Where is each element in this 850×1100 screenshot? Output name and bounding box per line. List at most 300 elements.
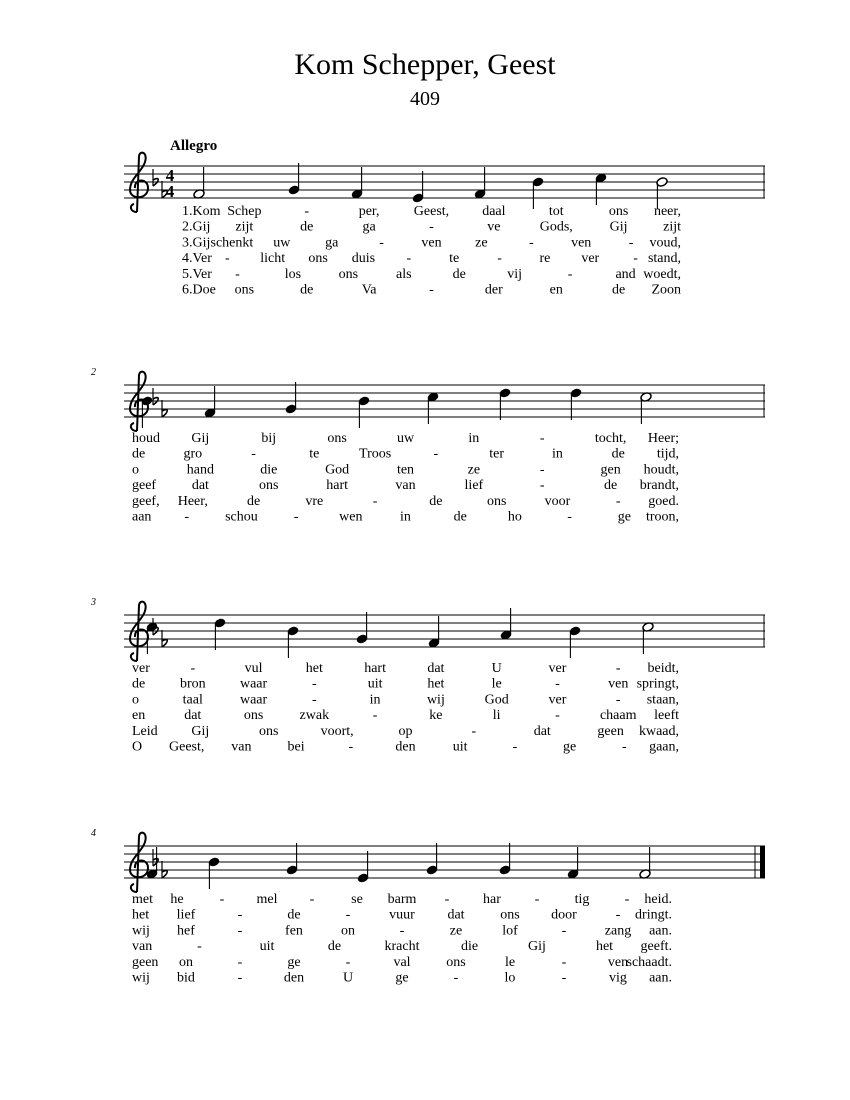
lyric-syllable: har xyxy=(483,892,501,907)
lyric-syllable: de xyxy=(604,478,618,494)
lyric-syllable: voort, xyxy=(320,723,354,739)
lyric-hyphen: - xyxy=(561,923,567,939)
note xyxy=(356,612,368,644)
note xyxy=(146,622,158,654)
note xyxy=(426,843,438,875)
lyric-syllable: bij xyxy=(261,431,277,446)
lyric-syllable: and xyxy=(615,266,636,282)
lyric-line xyxy=(132,677,679,692)
lyric-syllable: van xyxy=(395,478,416,494)
flat-icon xyxy=(162,630,167,647)
lyric-syllable: ze xyxy=(475,235,488,251)
lyric-syllable: de xyxy=(611,446,625,462)
note xyxy=(640,392,652,424)
lyric-syllable: zwak xyxy=(299,708,330,724)
note xyxy=(357,851,369,883)
lyric-syllable: Troos xyxy=(359,446,392,462)
lyric-syllable: wij xyxy=(132,970,150,986)
lyric-syllable: lof xyxy=(502,923,518,939)
lyric-syllable: ge xyxy=(562,739,577,755)
lyric-syllable: de xyxy=(300,282,314,298)
lyric-syllable: in xyxy=(400,509,411,525)
flat-icon xyxy=(162,400,167,417)
lyric-line xyxy=(132,478,679,493)
lyric-syllable: voor xyxy=(544,493,571,509)
note xyxy=(570,388,582,420)
song-title: Kom Schepper, Geest xyxy=(294,48,556,81)
lyric-syllable: ons xyxy=(500,907,520,923)
lyric-hyphen: - xyxy=(372,493,378,509)
lyric-syllable: den xyxy=(283,970,305,986)
lyric-line xyxy=(182,283,681,298)
lyric-syllable: bid xyxy=(177,970,195,986)
lyric-line xyxy=(132,724,679,739)
note xyxy=(204,386,216,418)
lyric-syllable: ver xyxy=(548,692,567,708)
lyric-syllable: gaan, xyxy=(649,739,679,755)
lyric-syllable: gen xyxy=(600,462,621,478)
lyric-syllable: Zoon xyxy=(651,282,681,298)
lyric-syllable: ons xyxy=(308,251,328,267)
lyric-syllable: ho xyxy=(507,509,522,525)
lyric-hyphen: - xyxy=(539,431,545,446)
lyric-syllable: ga xyxy=(362,219,376,235)
lyric-syllable: ga xyxy=(325,235,339,251)
treble-clef-icon xyxy=(130,833,148,892)
lyric-syllable: ons xyxy=(259,478,279,494)
final-barline xyxy=(760,846,765,878)
lyric-hyphen: - xyxy=(555,708,560,724)
lyric-hyphen: - xyxy=(379,235,384,251)
lyric-syllable: der xyxy=(484,282,503,298)
flat-icon xyxy=(153,388,158,405)
note xyxy=(427,392,439,424)
lyric-syllable: geef xyxy=(132,478,157,494)
lyric-syllable: voud, xyxy=(649,235,681,251)
lyric-syllable: kwaad, xyxy=(638,723,679,739)
note xyxy=(569,626,581,658)
lyric-syllable: bron xyxy=(179,676,206,692)
lyric-hyphen: - xyxy=(406,251,412,267)
lyric-syllable: re xyxy=(539,251,551,267)
lyric-hyphen: - xyxy=(251,446,256,462)
measure-number: 4 xyxy=(91,828,96,839)
lyric-hyphen: - xyxy=(399,923,405,939)
note xyxy=(351,167,363,199)
lyric-syllable: de xyxy=(132,676,146,692)
treble-clef-icon xyxy=(130,153,148,212)
lyric-syllable: dat xyxy=(184,708,202,724)
lyric-syllable: vuur xyxy=(389,907,415,923)
lyric-hyphen: - xyxy=(444,892,450,907)
lyric-hyphen: - xyxy=(345,907,351,923)
note xyxy=(642,622,654,654)
lyric-syllable: aan. xyxy=(649,970,672,986)
flat-icon xyxy=(153,169,158,186)
lyric-syllable: le xyxy=(504,954,516,970)
lyric-syllable: brandt, xyxy=(639,478,679,494)
lyric-syllable: ve xyxy=(487,219,501,235)
lyric-line xyxy=(132,510,679,525)
flat-icon xyxy=(153,849,158,866)
lyric-syllable: hart xyxy=(364,661,386,676)
lyric-syllable: kracht xyxy=(384,939,420,955)
lyric-syllable: ons xyxy=(243,708,264,724)
lyric-hyphen: - xyxy=(345,954,351,970)
lyric-hyphen: - xyxy=(567,266,573,282)
lyric-syllable: staan, xyxy=(646,692,679,708)
lyric-syllable: beidt, xyxy=(647,661,679,676)
lyric-syllable: te xyxy=(449,251,460,267)
lyric-syllable: vre xyxy=(305,493,324,509)
lyric-syllable: Geest, xyxy=(413,204,450,219)
lyric-syllable: de xyxy=(132,446,146,462)
lyric-hyphen: - xyxy=(615,661,621,676)
staff-system xyxy=(91,828,765,986)
lyric-syllable: waar xyxy=(239,692,268,708)
lyric-syllable: ze xyxy=(467,462,481,478)
lyric-syllable: God xyxy=(325,462,350,478)
lyric-syllable: te xyxy=(309,446,320,462)
lyric-hyphen: - xyxy=(534,892,540,907)
lyric-syllable: die xyxy=(460,939,479,955)
lyric-hyphen: - xyxy=(561,954,567,970)
tempo-marking: Allegro xyxy=(170,138,218,154)
staff-system xyxy=(124,153,765,298)
lyric-syllable: ten xyxy=(396,462,415,478)
lyric-line xyxy=(132,939,672,954)
lyric-hyphen: - xyxy=(429,219,434,235)
lyric-hyphen: - xyxy=(453,970,459,986)
lyric-syllable: aan. xyxy=(649,923,672,939)
lyric-syllable: ons xyxy=(259,723,279,739)
lyric-syllable: ons xyxy=(608,204,629,219)
lyric-syllable: daal xyxy=(482,204,506,219)
lyric-syllable: woedt, xyxy=(643,266,681,282)
lyric-syllable: uit xyxy=(259,939,275,955)
lyric-syllable: Schep xyxy=(227,204,262,219)
lyric-syllable: taal xyxy=(182,692,203,708)
note xyxy=(499,388,511,420)
lyric-syllable: Gij xyxy=(191,723,210,739)
lyric-syllable: zijt xyxy=(663,219,681,235)
lyric-syllable: de xyxy=(453,509,467,525)
lyric-syllable: Heer, xyxy=(177,493,208,509)
lyric-syllable: ons xyxy=(486,493,507,509)
lyric-syllable: mel xyxy=(256,892,278,907)
lyric-syllable: Gods, xyxy=(539,219,573,235)
lyric-line xyxy=(132,708,679,723)
lyric-line xyxy=(132,955,672,970)
lyric-hyphen: - xyxy=(237,907,243,923)
lyric-hyphen: - xyxy=(615,493,621,509)
note xyxy=(639,847,651,879)
lyric-hyphen: - xyxy=(237,970,243,986)
note xyxy=(193,167,205,199)
lyric-syllable: Leid xyxy=(132,723,158,739)
lyric-syllable: li xyxy=(492,708,501,724)
lyric-line xyxy=(182,267,681,282)
lyric-syllable: de xyxy=(452,266,466,282)
lyric-syllable: het xyxy=(595,939,614,955)
lyric-line xyxy=(132,661,679,676)
lyric-syllable: van xyxy=(132,939,153,955)
lyric-syllable: o xyxy=(132,692,139,708)
lyric-syllable: houdt, xyxy=(643,462,679,478)
lyric-hyphen: - xyxy=(539,478,545,494)
lyric-line xyxy=(182,220,681,235)
lyric-hyphen: - xyxy=(197,939,202,955)
note xyxy=(532,177,544,209)
lyric-hyphen: - xyxy=(539,462,545,478)
lyric-syllable: in xyxy=(551,446,563,462)
lyric-hyphen: - xyxy=(429,282,434,298)
lyric-syllable: se xyxy=(351,892,363,907)
lyric-syllable: vij xyxy=(507,266,523,282)
lyric-syllable: op xyxy=(398,723,413,739)
lyric-line xyxy=(132,692,679,707)
lyric-hyphen: - xyxy=(561,970,567,986)
lyric-hyphen: - xyxy=(235,266,240,282)
lyric-line xyxy=(132,908,672,923)
note xyxy=(595,173,607,205)
lyric-syllable: he xyxy=(170,892,184,907)
lyric-syllable: de xyxy=(327,939,342,955)
lyric-syllable: ons xyxy=(446,954,466,970)
lyric-syllable: geen xyxy=(132,954,159,970)
lyric-syllable: de xyxy=(246,493,261,509)
lyric-syllable: ver xyxy=(132,661,150,676)
lyric-hyphen: - xyxy=(225,251,230,267)
lyric-syllable: leeft xyxy=(654,708,679,724)
lyric-syllable: dat xyxy=(533,723,551,739)
lyric-syllable: lief xyxy=(176,907,196,923)
note xyxy=(500,608,512,640)
lyric-syllable: lo xyxy=(504,970,516,986)
lyric-hyphen: - xyxy=(471,723,477,739)
lyric-syllable: Heer; xyxy=(647,431,679,446)
lyric-syllable: tocht, xyxy=(594,431,627,446)
lyric-hyphen: - xyxy=(433,446,439,462)
note xyxy=(499,843,511,875)
lyric-syllable: barm xyxy=(387,892,417,907)
lyric-hyphen: - xyxy=(237,923,243,939)
lyric-hyphen: - xyxy=(615,907,621,923)
lyric-line xyxy=(182,251,681,266)
lyric-syllable: ons xyxy=(234,282,255,298)
lyric-syllable: 1.Kom xyxy=(182,204,221,219)
lyric-syllable: ons xyxy=(338,266,359,282)
lyric-syllable: schou xyxy=(225,509,258,525)
lyric-syllable: ke xyxy=(429,708,443,724)
lyric-syllable: stand, xyxy=(647,251,681,267)
lyric-syllable: uit xyxy=(367,676,383,692)
lyric-syllable: 2.Gij xyxy=(182,219,211,235)
lyric-syllable: tijd, xyxy=(656,446,679,462)
lyric-line xyxy=(132,892,672,907)
lyric-syllable: ver xyxy=(548,661,567,676)
lyric-hyphen: - xyxy=(633,251,638,267)
staff-system xyxy=(90,597,765,755)
note xyxy=(286,843,298,875)
note xyxy=(358,396,370,428)
measure-number: 2 xyxy=(91,367,96,378)
note xyxy=(288,163,300,195)
lyric-hyphen: - xyxy=(237,954,243,970)
lyric-syllable: tot xyxy=(548,204,564,219)
lyric-syllable: 4.Ver xyxy=(182,251,212,267)
lyric-syllable: de xyxy=(429,493,443,509)
lyric-hyphen: - xyxy=(348,739,354,755)
lyric-syllable: Va xyxy=(361,282,377,298)
lyric-hyphen: - xyxy=(628,235,634,251)
lyric-line xyxy=(132,740,679,755)
lyric-syllable: licht xyxy=(260,251,286,267)
lyric-syllable: ge xyxy=(287,954,301,970)
lyric-syllable: vul xyxy=(244,661,263,676)
lyric-syllable: fen xyxy=(285,923,303,939)
lyric-syllable: O xyxy=(132,739,143,755)
lyric-syllable: vig xyxy=(609,970,627,986)
lyric-syllable: en xyxy=(132,708,146,724)
lyric-syllable: uw xyxy=(396,431,415,446)
lyric-syllable: ons xyxy=(327,431,347,446)
lyric-line xyxy=(132,923,672,938)
lyric-syllable: springt, xyxy=(636,676,679,692)
lyric-hyphen: - xyxy=(621,739,627,755)
lyric-hyphen: - xyxy=(497,251,502,267)
lyric-hyphen: - xyxy=(184,509,190,525)
lyric-syllable: geef, xyxy=(132,493,160,509)
hymn-number: 409 xyxy=(410,88,440,110)
lyric-syllable: Gij xyxy=(609,219,628,235)
lyric-syllable: en xyxy=(549,282,563,298)
note xyxy=(412,171,424,203)
lyric-line xyxy=(132,494,679,509)
lyric-syllable: geeft. xyxy=(640,939,672,955)
lyric-syllable: hand xyxy=(186,462,214,478)
lyric-line xyxy=(132,431,679,446)
lyric-hyphen: - xyxy=(512,739,518,755)
flat-icon xyxy=(162,861,167,878)
lyric-syllable: dringt. xyxy=(635,907,672,923)
lyric-line xyxy=(182,235,681,250)
lyric-syllable: dat xyxy=(191,478,209,494)
lyric-syllable: uit xyxy=(452,739,468,755)
lyric-syllable: in xyxy=(369,692,381,708)
lyric-syllable: den xyxy=(395,739,416,755)
lyric-syllable: ver xyxy=(581,251,600,267)
lyric-syllable: het xyxy=(305,661,323,676)
staff-system xyxy=(91,367,765,525)
lyric-syllable: le xyxy=(491,676,502,692)
time-signature-denominator: 4 xyxy=(165,182,175,201)
time-signature-numerator: 4 xyxy=(165,166,175,185)
lyric-syllable: troon, xyxy=(645,509,679,525)
lyric-syllable: ter xyxy=(489,446,505,462)
lyric-syllable: schaadt. xyxy=(626,954,672,970)
lyric-syllable: die xyxy=(260,462,278,478)
lyric-syllable: het xyxy=(132,907,150,923)
note xyxy=(287,626,299,658)
lyric-syllable: als xyxy=(395,266,412,282)
lyric-hyphen: - xyxy=(555,676,560,692)
lyric-syllable: 5.Ver xyxy=(182,266,212,282)
lyric-syllable: per, xyxy=(358,204,380,219)
lyric-syllable: ze xyxy=(449,923,463,939)
lyric-syllable: los xyxy=(284,266,302,282)
lyric-line xyxy=(132,971,672,986)
lyric-syllable: de xyxy=(300,219,314,235)
lyric-line xyxy=(182,204,681,219)
lyric-syllable: dat xyxy=(427,661,445,676)
lyric-syllable: aan xyxy=(132,509,152,525)
lyric-syllable: goed. xyxy=(648,493,679,509)
lyric-syllable: ge xyxy=(617,509,631,525)
lyric-syllable: in xyxy=(468,431,480,446)
lyric-hyphen: - xyxy=(528,235,534,251)
lyric-syllable: de xyxy=(287,907,301,923)
lyric-syllable: met xyxy=(132,892,153,907)
lyric-syllable: gro xyxy=(183,446,203,462)
lyric-syllable: hef xyxy=(177,923,195,939)
lyric-syllable: Gij xyxy=(191,431,210,446)
lyric-syllable: heid. xyxy=(644,892,672,907)
lyric-syllable: U xyxy=(491,661,502,676)
lyric-syllable: U xyxy=(342,970,354,986)
lyric-hyphen: - xyxy=(219,892,225,907)
lyric-syllable: ven xyxy=(608,676,629,692)
note xyxy=(567,847,579,879)
lyric-hyphen: - xyxy=(615,692,621,708)
note xyxy=(474,167,486,199)
lyric-syllable: Geest, xyxy=(169,739,205,755)
lyric-syllable: duis xyxy=(351,251,376,267)
treble-clef-icon xyxy=(130,602,148,661)
lyric-syllable: chaam xyxy=(599,708,637,724)
measure-number: 3 xyxy=(91,597,96,608)
lyric-hyphen: - xyxy=(190,661,196,676)
lyric-hyphen: - xyxy=(372,708,378,724)
lyric-hyphen: - xyxy=(304,204,310,219)
lyric-syllable: Gij xyxy=(528,939,546,955)
lyric-syllable: 6.Doe xyxy=(182,282,216,298)
lyric-syllable: wij xyxy=(132,923,150,939)
lyric-syllable: hart xyxy=(326,478,349,494)
lyric-syllable: uw xyxy=(273,235,291,251)
lyric-syllable: ven xyxy=(421,235,442,251)
lyric-syllable: zijt xyxy=(235,219,254,235)
lyric-syllable: on xyxy=(341,923,355,939)
lyric-syllable: schenkt xyxy=(210,235,254,251)
lyric-syllable: van xyxy=(231,739,252,755)
lyric-hyphen: - xyxy=(624,892,630,907)
lyric-syllable: wen xyxy=(339,509,363,525)
lyric-syllable: door xyxy=(551,907,577,923)
lyric-syllable: waar xyxy=(239,676,268,692)
note xyxy=(214,618,226,650)
lyric-syllable: on xyxy=(179,954,193,970)
lyric-syllable: o xyxy=(132,462,139,478)
lyric-syllable: ven xyxy=(571,235,592,251)
lyric-syllable: dat xyxy=(447,907,465,923)
lyric-syllable: bei xyxy=(287,739,305,755)
lyric-syllable: zang xyxy=(604,923,632,939)
lyric-hyphen: - xyxy=(311,692,317,708)
lyric-syllable: 3.Gij xyxy=(182,235,211,251)
note xyxy=(208,857,220,889)
lyric-syllable: tig xyxy=(574,892,590,907)
